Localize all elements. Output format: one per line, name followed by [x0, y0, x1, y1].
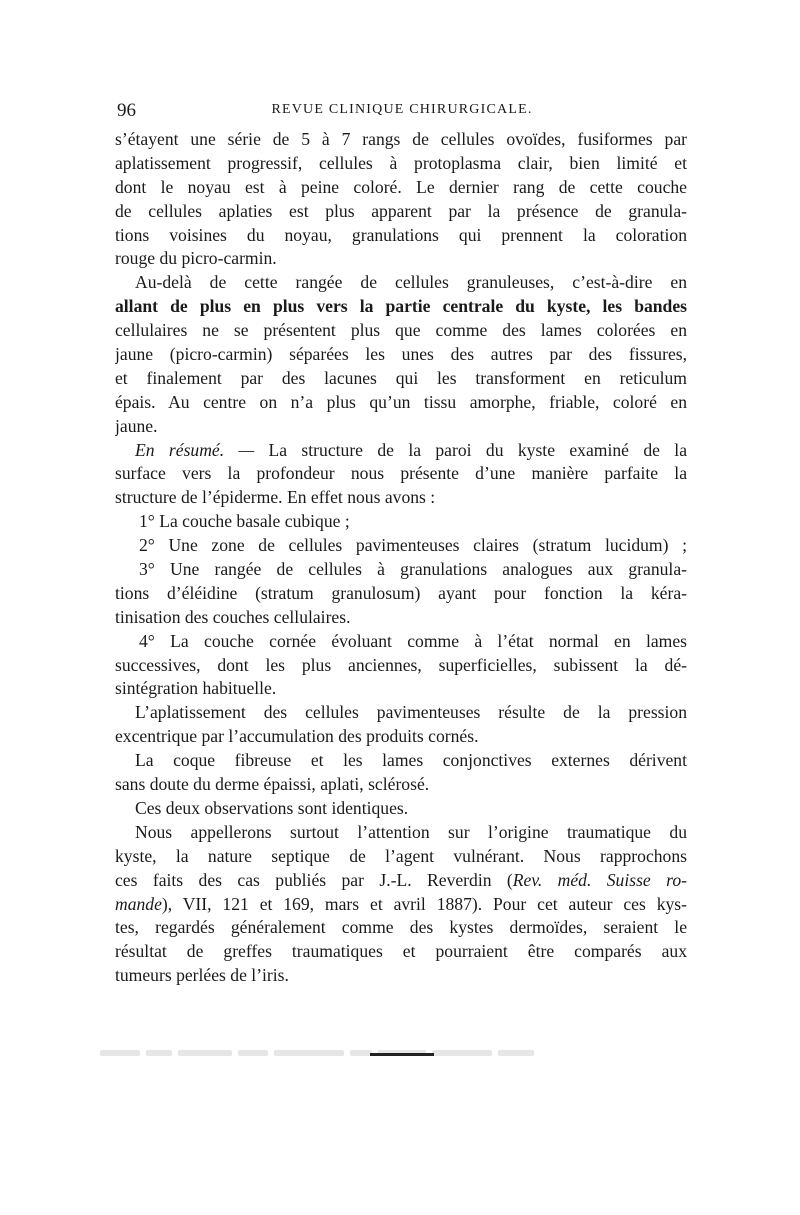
citation-journal-cont: mande — [115, 893, 162, 914]
text-line: sintégration habituelle. — [115, 678, 277, 699]
text-line: kyste, la nature septique de l’agent vulnérant. Nous rapprochons — [115, 845, 687, 866]
text-line: aplatissement progressif, cellules à protoplasma clair, bien limité et — [115, 152, 687, 173]
list-item: 1° La couche basale cubique ; — [139, 511, 350, 532]
text-line: L’aplatissement des cellules pavimenteuses résulte de la pression — [135, 702, 687, 723]
text-line: La coque fibreuse et les lames conjonctives externes dérivent — [135, 750, 687, 771]
running-title: REVUE CLINIQUE CHIRURGICALE. — [271, 102, 533, 117]
text-line: s’étayent une série de 5 à 7 rangs de cellules ovoïdes, fusiformes par — [115, 129, 687, 149]
page-header — [117, 100, 687, 122]
end-rule — [370, 1053, 434, 1056]
text-line: tions voisines du noyau, granulations qui prennent la coloration — [115, 224, 687, 245]
text-line-en-resume — [115, 439, 687, 463]
text-line-rest: La structure de la paroi du kyste examiné de la — [268, 439, 687, 460]
list-item: 2° Une zone de cellules pavimenteuses claires (stratum lucidum) ; — [139, 535, 687, 556]
text-line-citation — [115, 893, 687, 917]
text-line: de cellules aplaties est plus apparent par la présence de granula- — [115, 200, 687, 221]
text-line: dont le noyau est à peine coloré. Le dernier rang de cette couche — [115, 176, 687, 197]
text-line: sans doute du derme épaissi, aplati, sclérosé. — [115, 774, 430, 795]
citation-journal: Rev. méd. Suisse ro- — [512, 869, 687, 890]
body-text — [115, 128, 687, 988]
text-line: jaune. — [115, 415, 158, 436]
text-line: et finalement par des lacunes qui les transforment en reticulum — [115, 367, 687, 388]
text-line: tions d’éléidine (stratum granulosum) ayant pour fonction la kéra- — [115, 582, 687, 603]
text-line: excentrique par l’accumulation des produits cornés. — [115, 726, 479, 747]
page-number: 96 — [117, 100, 136, 121]
text-line: épais. Au centre on n’a plus qu’un tissu amorphe, friable, coloré en — [115, 391, 687, 412]
text-line: surface vers la profondeur nous présente d’une manière parfaite la — [115, 463, 687, 484]
list-item: 4° La couche cornée évoluant comme à l’état normal en lames — [139, 630, 687, 651]
list-item: 3° Une rangée de cellules à granulations analogues aux granula- — [139, 559, 687, 580]
text-line: tes, regardés généralement comme des kystes dermoïdes, seraient le — [115, 917, 687, 938]
text-line: Au-delà de cette rangée de cellules granuleuses, c’est-à-dire en — [135, 272, 687, 293]
text-line-rest: ), VII, 121 et 169, mars et avril 1887). Pour cet auteur ces kys- — [161, 893, 687, 914]
text-line: tumeurs perlées de l’iris. — [115, 965, 289, 986]
text-line-start: ces faits des cas publiés par J.-L. Reverdin ( — [115, 869, 513, 890]
text-line: jaune (picro-carmin) séparées les unes des autres par des fissures, — [115, 344, 687, 365]
text-line: résultat de greffes traumatiques et pourraient être comparés aux — [115, 941, 687, 962]
text-line-citation — [115, 869, 687, 893]
en-resume-heading: En résumé. — — [135, 439, 255, 460]
text-line: allant de plus en plus vers la partie centrale du kyste, les bandes — [115, 296, 687, 317]
text-line: Ces deux observations sont identiques. — [135, 797, 409, 818]
text-line: rouge du picro-carmin. — [115, 248, 277, 269]
text-line: cellulaires ne se présentent plus que comme des lames colorées en — [115, 320, 687, 341]
text-line: successives, dont les plus anciennes, superficielles, subissent la dé- — [115, 654, 687, 675]
text-line: Nous appellerons surtout l’attention sur l’origine traumatique du — [135, 821, 687, 842]
text-line: tinisation des couches cellulaires. — [115, 606, 351, 627]
text-line: structure de l’épiderme. En effet nous avons : — [115, 487, 436, 508]
